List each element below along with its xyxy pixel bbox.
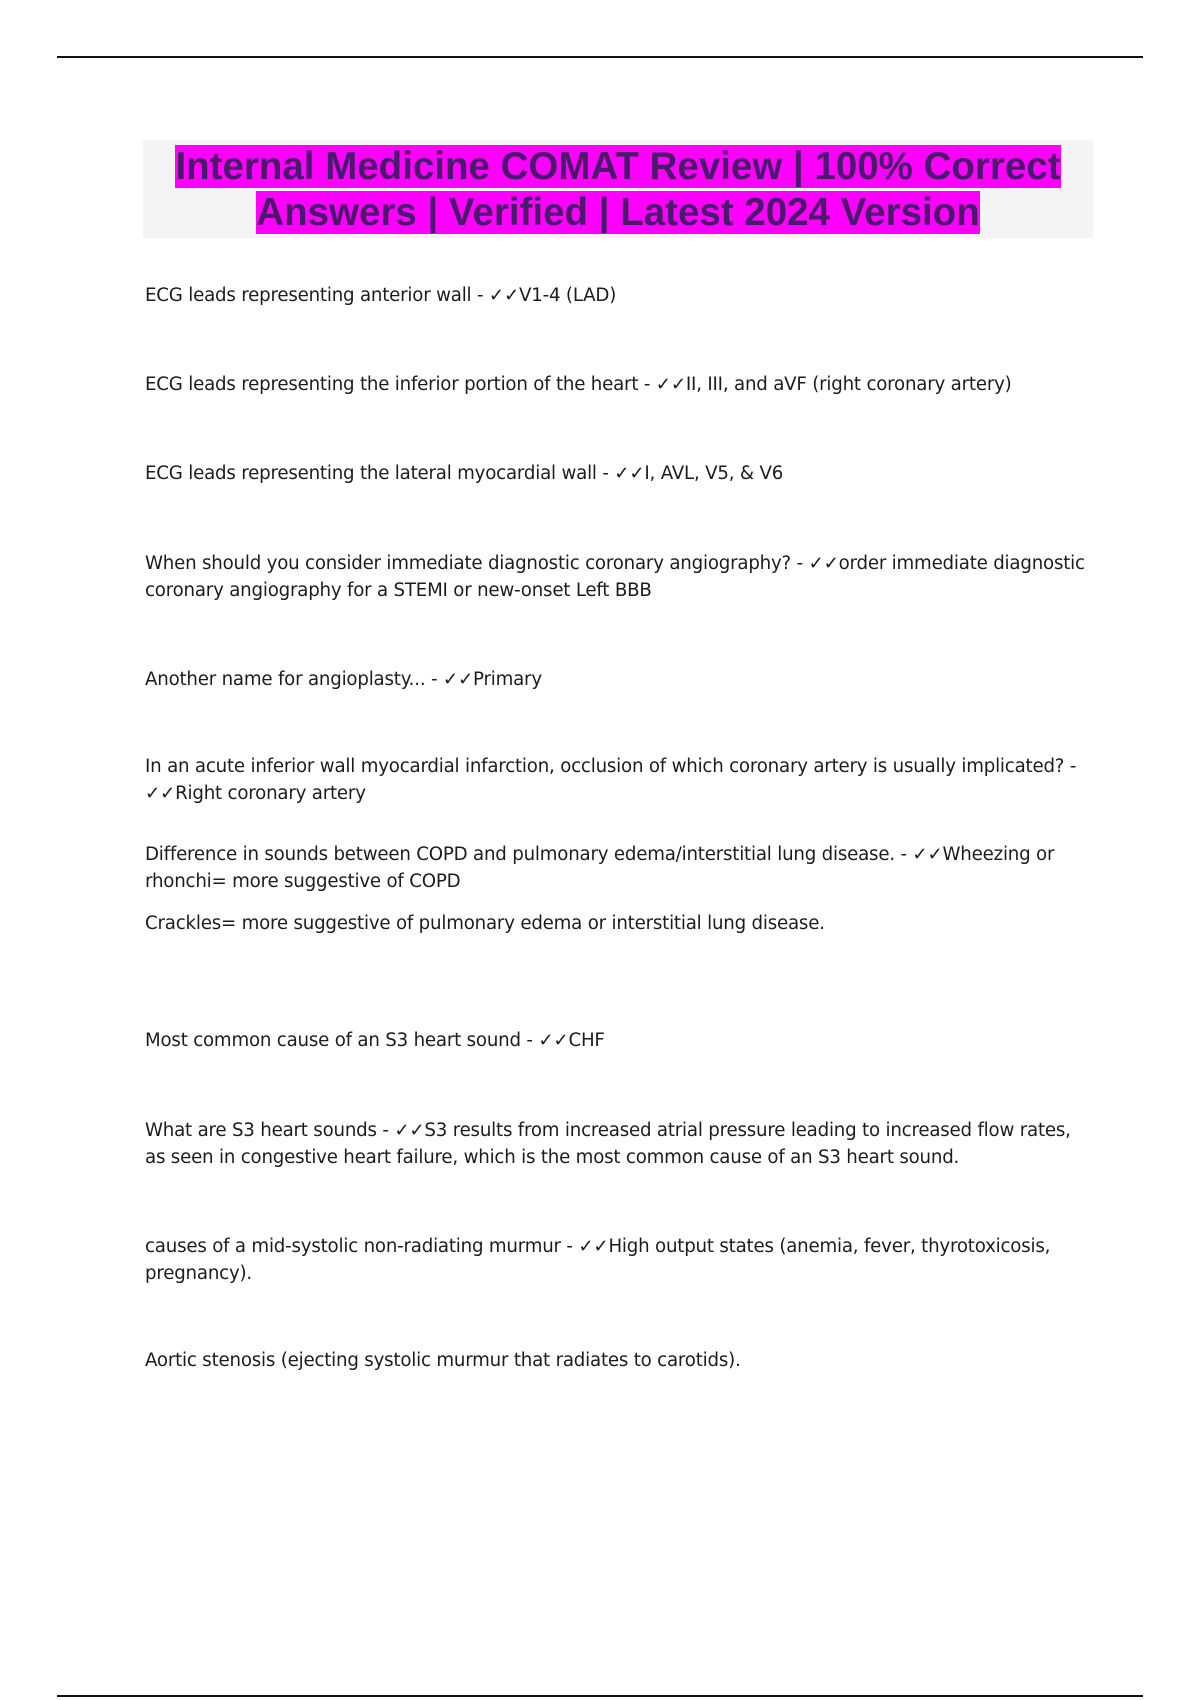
qa-item: [145, 282, 1095, 309]
header-rule: [57, 56, 1143, 58]
qa-text: In an acute inferior wall myocardial infarction, occlusion of which coronary artery is usually implicated? - ✓✓Right coronary artery: [145, 756, 1077, 804]
qa-item: [145, 666, 1095, 693]
qa-item: [145, 371, 1095, 398]
footer-rule: [57, 1695, 1143, 1697]
qa-item: [145, 1117, 1095, 1171]
qa-text: ECG leads representing the inferior portion of the heart - ✓✓II, III, and aVF (right coronary artery): [145, 374, 1012, 395]
qa-item: [145, 1233, 1095, 1374]
qa-text: ECG leads representing anterior wall - ✓✓V1-4 (LAD): [145, 285, 617, 306]
qa-item: [145, 841, 1095, 937]
qa-text: Most common cause of an S3 heart sound - ✓✓CHF: [145, 1030, 605, 1051]
qa-text: What are S3 heart sounds - ✓✓S3 results from increased atrial pressure leading to increased flow rates, as seen in congestive heart failure, which is the most common cause of an S3 heart sound.: [145, 1120, 1071, 1168]
document-title: [143, 140, 1093, 238]
qa-item: [145, 550, 1095, 604]
qa-text: causes of a mid-systolic non-radiating murmur - ✓✓High output states (anemia, fever, thyrotoxicosis, pregnancy).: [145, 1236, 1051, 1284]
qa-text: ECG leads representing the lateral myocardial wall - ✓✓I, AVL, V5, & V6: [145, 463, 784, 484]
title-line-1: Internal Medicine COMAT Review | 100% Correct: [175, 145, 1061, 188]
qa-text: Another name for angioplasty... - ✓✓Primary: [145, 669, 542, 690]
qa-text: Difference in sounds between COPD and pulmonary edema/interstitial lung disease. - ✓✓Wheezing or rhonchi= more suggestive of COPD: [145, 844, 1055, 892]
qa-item: [145, 460, 1095, 487]
qa-continuation: Crackles= more suggestive of pulmonary edema or interstitial lung disease.: [145, 913, 825, 934]
qa-continuation: Aortic stenosis (ejecting systolic murmur that radiates to carotids).: [145, 1350, 741, 1371]
qa-item: [145, 753, 1095, 807]
qa-text: When should you consider immediate diagnostic coronary angiography? - ✓✓order immediate diagnostic coronary angiography for a STEMI or new-onset Left BBB: [145, 553, 1085, 601]
title-line-2: Answers | Verified | Latest 2024 Version: [256, 191, 980, 234]
qa-item: [145, 1027, 1095, 1054]
